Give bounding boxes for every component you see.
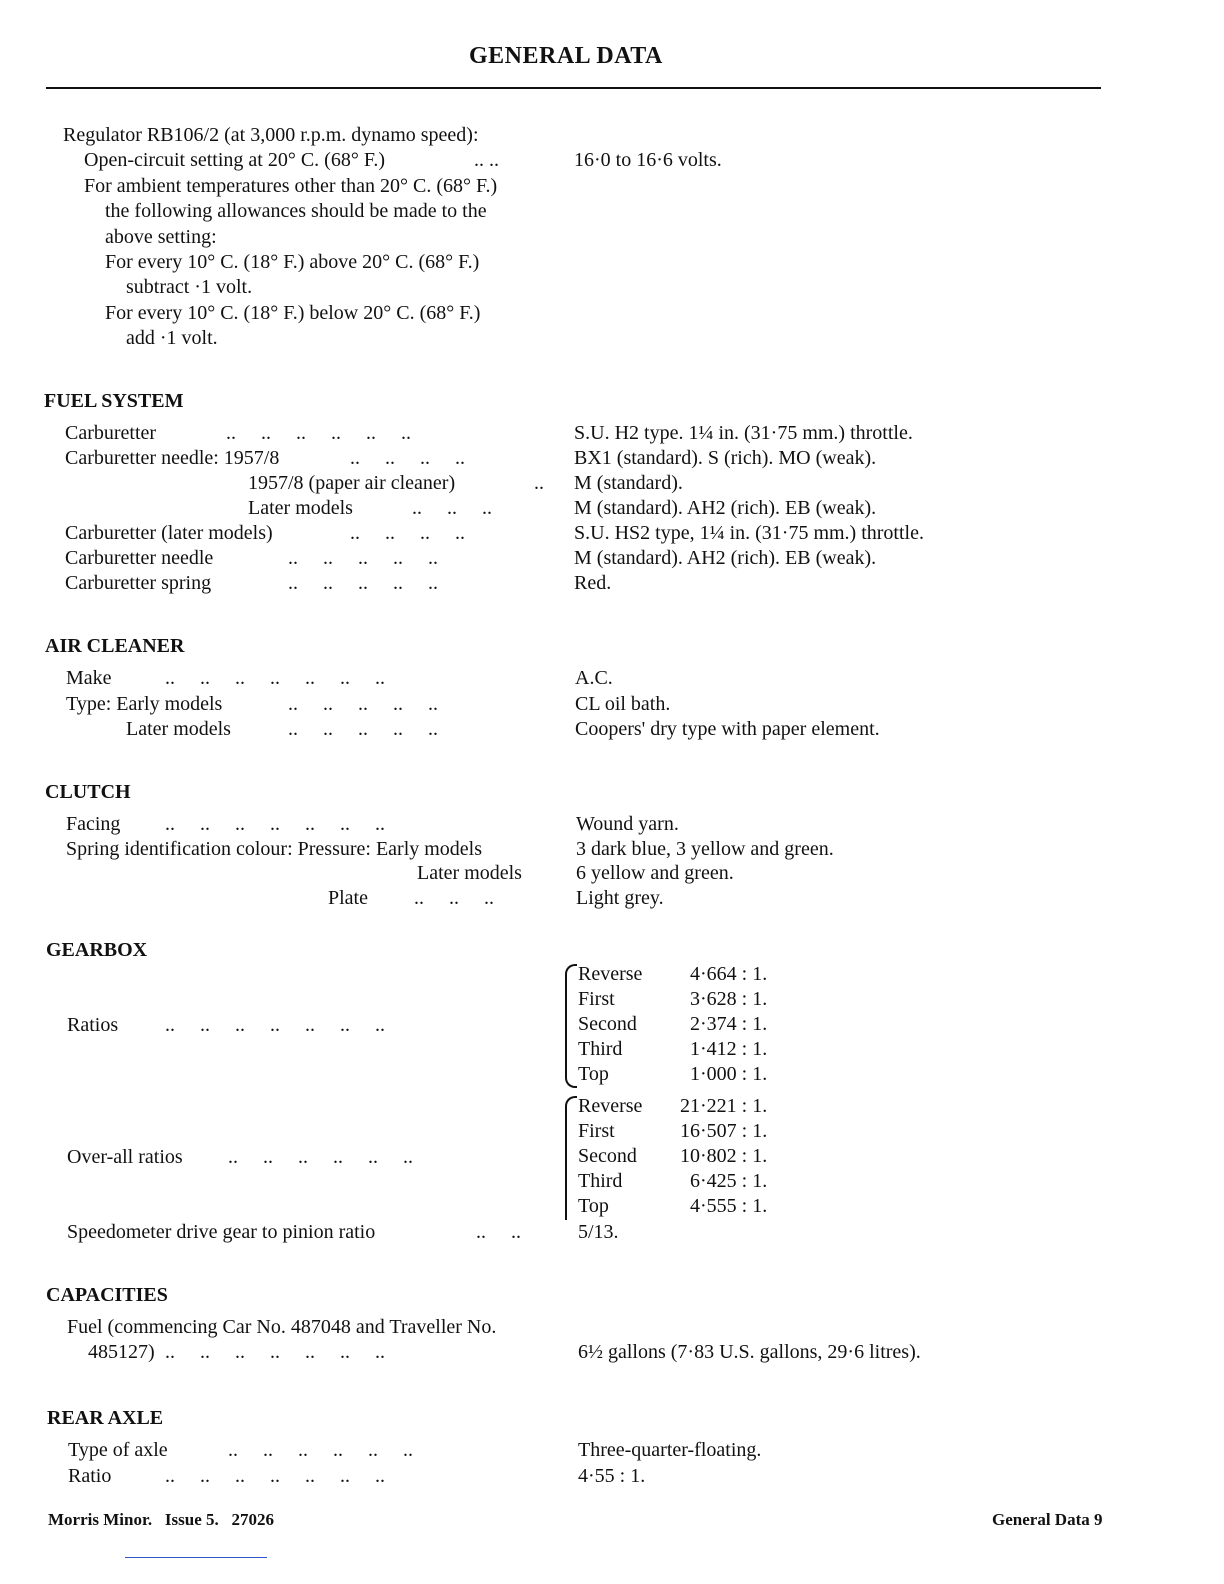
leader-dots: .. .. .. .. .. ..: [228, 1439, 413, 1461]
axle-ratio-value: 4·55 : 1.: [578, 1465, 646, 1487]
type-label: Type: Early models: [66, 693, 223, 715]
leader-dots: .. .. .. .. ..: [288, 693, 438, 715]
leader-dots: .. .. .. .. .. .. ..: [165, 813, 385, 835]
ambient-line-3: above setting:: [105, 226, 217, 248]
overall-brace: [565, 1096, 577, 1220]
needle-value: BX1 (standard). S (rich). MO (weak).: [574, 447, 877, 469]
fuel-value: 6½ gallons (7·83 U.S. gallons, 29·6 litres).: [578, 1341, 921, 1363]
needle-later-value: M (standard). AH2 (rich). EB (weak).: [574, 497, 877, 519]
plate-label: Plate: [328, 887, 368, 909]
ratio-value: 1·000 : 1.: [690, 1063, 768, 1085]
footer-left: Morris Minor. Issue 5. 27026: [48, 1510, 275, 1529]
leader-dots: ..: [534, 472, 544, 494]
later-label: Later models: [126, 718, 231, 740]
needle-paper-value: M (standard).: [574, 472, 683, 494]
clutch-later-value: 6 yellow and green.: [576, 862, 734, 884]
ratios-label: Ratios: [67, 1014, 119, 1036]
leader-dots: .. .. .. .. .. ..: [228, 1146, 413, 1168]
carb-later-label: Carburetter (later models): [65, 522, 273, 544]
above-line-1: For every 10° C. (18° F.) above 20° C. (68° F.): [105, 251, 480, 273]
facing-label: Facing: [66, 813, 121, 835]
above-line-2: subtract ·1 volt.: [126, 276, 253, 298]
leader-dots: .. ..: [474, 149, 499, 171]
carburetter-value: S.U. H2 type. 1¼ in. (31·75 mm.) throttle.: [574, 422, 913, 444]
page-title: GENERAL DATA: [469, 43, 663, 69]
spring-value: 3 dark blue, 3 yellow and green.: [576, 838, 834, 860]
speedo-value: 5/13.: [578, 1221, 619, 1243]
air-cleaner-heading: AIR CLEANER: [45, 635, 185, 657]
open-circuit-value: 16·0 to 16·6 volts.: [574, 149, 722, 171]
make-value: A.C.: [575, 667, 613, 689]
ratio-gear: Top: [578, 1063, 609, 1085]
overall-value: 21·221 : 1.: [680, 1095, 768, 1117]
leader-dots: .. .. .. .. .. .. ..: [165, 667, 385, 689]
overall-gear: Third: [578, 1170, 623, 1192]
leader-dots: .. .. .. .. ..: [288, 547, 438, 569]
regulator-title: Regulator RB106/2 (at 3,000 r.p.m. dynamo speed):: [63, 124, 479, 146]
leader-dots: .. .. .. ..: [350, 447, 465, 469]
carb-spring-value: Red.: [574, 572, 612, 594]
ratio-value: 2·374 : 1.: [690, 1013, 768, 1035]
rear-axle-heading: REAR AXLE: [47, 1407, 164, 1429]
ambient-line-2: the following allowances should be made to the: [105, 200, 487, 222]
footer-right: General Data 9: [992, 1510, 1103, 1529]
carb-needle-value: M (standard). AH2 (rich). EB (weak).: [574, 547, 877, 569]
leader-dots: .. .. .. .. ..: [288, 718, 438, 740]
ratio-gear: Second: [578, 1013, 637, 1035]
leader-dots: .. .. .. .. .. .. ..: [165, 1014, 385, 1036]
leader-dots: .. .. .. .. .. ..: [226, 422, 411, 444]
open-circuit-label: Open-circuit setting at 20° C. (68° F.): [84, 149, 386, 171]
carburetter-label: Carburetter: [65, 422, 157, 444]
below-line-2: add ·1 volt.: [126, 327, 218, 349]
make-label: Make: [66, 667, 112, 689]
ratio-gear: First: [578, 988, 615, 1010]
carb-later-value: S.U. HS2 type, 1¼ in. (31·75 mm.) throttle.: [574, 522, 924, 544]
leader-dots: .. .. ..: [414, 887, 494, 909]
speedo-label: Speedometer drive gear to pinion ratio: [67, 1221, 376, 1243]
ratio-value: 1·412 : 1.: [690, 1038, 768, 1060]
axle-type-value: Three-quarter-floating.: [578, 1439, 762, 1461]
clutch-heading: CLUTCH: [45, 781, 131, 803]
ratio-value: 3·628 : 1.: [690, 988, 768, 1010]
below-line-1: For every 10° C. (18° F.) below 20° C. (68° F.): [105, 302, 481, 324]
needle-label: Carburetter needle: 1957/8: [65, 447, 280, 469]
ambient-line-1: For ambient temperatures other than 20° C. (68° F.): [84, 175, 498, 197]
overall-gear: First: [578, 1120, 615, 1142]
fuel-line-2: 485127): [88, 1341, 155, 1363]
overall-value: 4·555 : 1.: [690, 1195, 768, 1217]
ratio-value: 4·664 : 1.: [690, 963, 768, 985]
needle-paper-label: 1957/8 (paper air cleaner): [248, 472, 456, 494]
ratio-gear: Third: [578, 1038, 623, 1060]
needle-later-label: Later models: [248, 497, 353, 519]
type-value: CL oil bath.: [575, 693, 671, 715]
ratios-brace: [565, 964, 577, 1088]
overall-value: 16·507 : 1.: [680, 1120, 768, 1142]
leader-dots: .. .. .. .. ..: [288, 572, 438, 594]
fuel-system-heading: FUEL SYSTEM: [44, 390, 184, 412]
overall-label: Over-all ratios: [67, 1146, 183, 1168]
plate-value: Light grey.: [576, 887, 664, 909]
carb-needle-label: Carburetter needle: [65, 547, 214, 569]
carb-spring-label: Carburetter spring: [65, 572, 212, 594]
overall-gear: Top: [578, 1195, 609, 1217]
overall-gear: Second: [578, 1145, 637, 1167]
decorative-underline: [125, 1557, 267, 1558]
gearbox-heading: GEARBOX: [46, 939, 148, 961]
title-rule: [46, 87, 1101, 89]
fuel-line-1: Fuel (commencing Car No. 487048 and Traveller No.: [67, 1316, 497, 1338]
axle-ratio-label: Ratio: [68, 1465, 112, 1487]
overall-value: 6·425 : 1.: [690, 1170, 768, 1192]
overall-value: 10·802 : 1.: [680, 1145, 768, 1167]
axle-type-label: Type of axle: [68, 1439, 168, 1461]
ratio-gear: Reverse: [578, 963, 643, 985]
overall-gear: Reverse: [578, 1095, 643, 1117]
leader-dots: .. ..: [476, 1221, 521, 1243]
leader-dots: .. .. .. ..: [350, 522, 465, 544]
leader-dots: .. .. .. .. .. .. ..: [165, 1465, 385, 1487]
capacities-heading: CAPACITIES: [46, 1284, 168, 1306]
facing-value: Wound yarn.: [576, 813, 679, 835]
spring-label: Spring identification colour: Pressure: Early models: [66, 838, 483, 860]
clutch-later-label: Later models: [417, 862, 522, 884]
leader-dots: .. .. .. .. .. .. ..: [165, 1341, 385, 1363]
later-value: Coopers' dry type with paper element.: [575, 718, 880, 740]
leader-dots: .. .. ..: [412, 497, 492, 519]
